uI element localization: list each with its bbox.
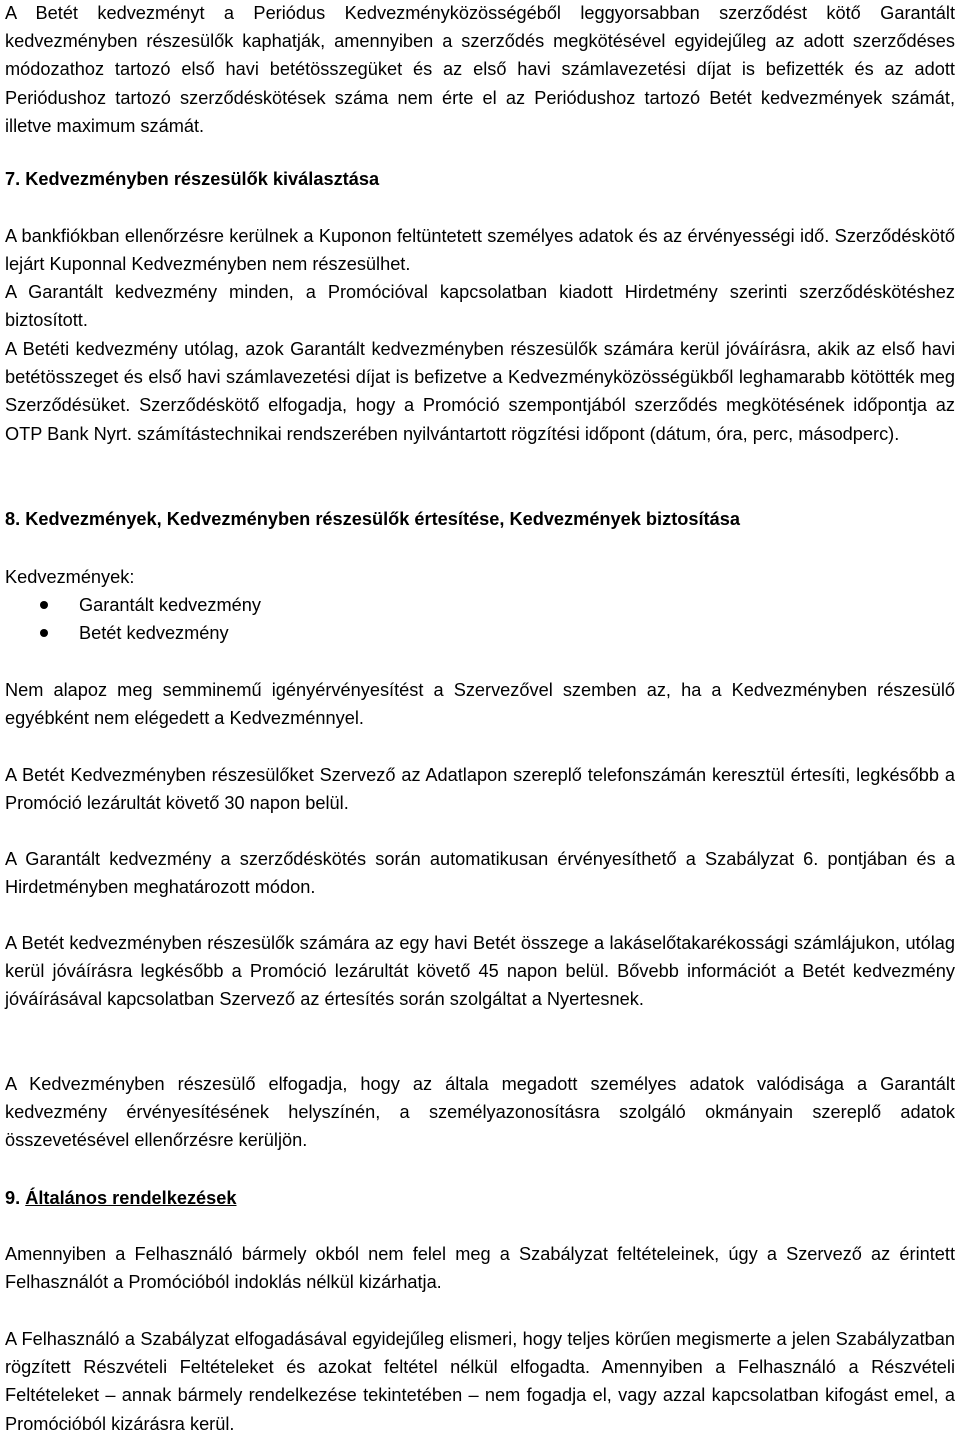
section-7-heading <box>5 165 379 193</box>
section-8-paragraph-5: A Kedvezményben részesülő elfogadja, hogy az általa megadott személyes adatok valódisága a Garantált kedvezmény érvényesítésének helyszínén, a személyazonosításra szolgáló okmányain szereplő adatok összevetésével ellenőrzésre kerüljön. <box>5 1074 955 1151</box>
section-8-heading <box>5 505 740 533</box>
list-item <box>5 619 955 647</box>
section-9-heading <box>5 1184 237 1212</box>
section-9-number: 9. <box>5 1188 21 1208</box>
section-8-paragraph-4: A Betét kedvezményben részesülők számára az egy havi Betét összege a lakáselőtakarékossági számlájukon, utólag kerül jóváírásra legkésőbb a Promóció lezárultát követő 45 napon belül. Bővebb információt a Betét kedvezmény jóváírásával kapcsolatban Szervező az értesítés során szolgáltat a Nyertesnek. <box>5 933 955 1010</box>
section-9-paragraph-2: A Felhasználó a Szabályzat elfogadásával egyidejűleg elismeri, hogy teljes körűen megismerte a jelen Szabályzatban rögzített Részvételi Feltételeket és azokat feltétel nélkül elfogadta. Amennyiben a Felhasználó a Részvételi Feltételeket – annak bármely rendelkezése tekintetében – nem fogadja el, vagy azzal kapcsolatban kifogást emel, a Promócióból kizárásra kerül. <box>5 1329 955 1434</box>
benefits-list <box>5 591 955 647</box>
benefits-list-label: Kedvezmények: <box>5 567 135 587</box>
intro-paragraph: A Betét kedvezményt a Periódus Kedvezményközösségéből leggyorsabban szerződést kötő Garantált kedvezményben részesülők kaphatják, amennyiben a szerződés megkötésével egyidejűleg az adott szerződéses módozathoz tartozó első havi betétösszegüket és az első havi számlavezetési díjat is befizették és az adott Periódushoz tartozó szerződéskötések száma nem érte el az Periódushoz tartozó Betét kedvezmények számát, illetve maximum számát. <box>5 3 955 136</box>
section-7-title: Kedvezményben részesülők kiválasztása <box>25 169 380 189</box>
section-9-paragraph-1: Amennyiben a Felhasználó bármely okból nem felel meg a Szabályzat feltételeinek, úgy a Szervező az érintett Felhasználót a Promócióból indoklás nélkül kizárhatja. <box>5 1244 955 1293</box>
section-8-title: Kedvezmények, Kedvezményben részesülők értesítése, Kedvezmények biztosítása <box>25 509 740 529</box>
section-8-paragraph-3: A Garantált kedvezmény a szerződéskötés során automatikusan érvényesíthető a Szabályzat 6. pontjában és a Hirdetményben meghatározott módon. <box>5 849 955 898</box>
list-item <box>5 591 955 619</box>
section-7-paragraph-2: A Garantált kedvezmény minden, a Promócióval kapcsolatban kiadott Hirdetmény szerinti szerződéskötéshez biztosított. <box>5 282 955 331</box>
section-8-number: 8. <box>5 509 21 529</box>
section-7-number: 7. <box>5 169 21 189</box>
list-item-label: Betét kedvezmény <box>79 623 229 644</box>
bullet-icon <box>40 629 48 637</box>
section-7-paragraph-1: A bankfiókban ellenőrzésre kerülnek a Kuponon feltüntetett személyes adatok és az érvényességi idő. Szerződéskötő lejárt Kuponnal Kedvezményben nem részesülhet. <box>5 226 955 275</box>
section-8-paragraph-1: Nem alapoz meg semminemű igényérvényesítést a Szervezővel szemben az, ha a Kedvezményben részesülő egyébként nem elégedett a Kedvezménnyel. <box>5 680 955 729</box>
list-item-label: Garantált kedvezmény <box>79 595 261 615</box>
section-7-paragraph-3: A Betéti kedvezmény utólag, azok Garantált kedvezményben részesülők számára kerül jóváírásra, akik az első havi betétösszeget és első havi számlavezetési díjat is befizetve a Kedvezményközösségükből leghamarabb kötötték meg Szerződésüket. Szerződéskötő elfogadja, hogy a Promóció szempontjából szerződés megkötésének időpontja az OTP Bank Nyrt. számítástechnikai rendszerében nyilvántartott rögzítési időpont (dátum, óra, perc, másodperc). <box>5 339 955 444</box>
section-8-paragraph-2: A Betét Kedvezményben részesülőket Szervező az Adatlapon szereplő telefonszámán keresztül értesíti, legkésőbb a Promóció lezárultát követő 30 napon belül. <box>5 765 955 814</box>
bullet-icon <box>40 601 48 609</box>
section-9-title: Általános rendelkezések <box>25 1188 237 1208</box>
